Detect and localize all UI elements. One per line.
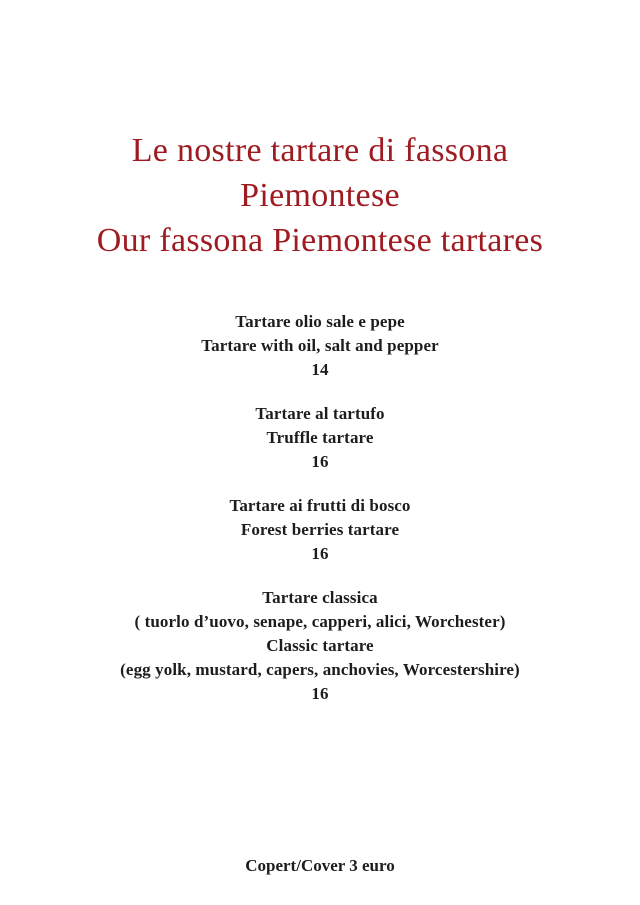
item-name-english: Truffle tartare <box>266 428 374 447</box>
item-ingredients-italian: ( tuorlo d’uovo, senape, capperi, alici, Worchester) <box>134 612 506 631</box>
item-ingredients-english: (egg yolk, mustard, capers, anchovies, Worcestershire) <box>120 660 520 679</box>
item-name-english: Classic tartare <box>266 636 374 655</box>
title-line-italian-1: Le nostre tartare di fassona <box>131 132 509 169</box>
menu-title <box>97 128 543 263</box>
menu-item-olio-sale-pepe <box>120 310 520 382</box>
item-price: 16 <box>311 452 329 471</box>
menu-items <box>120 310 520 706</box>
item-name-italian: Tartare olio sale e pepe <box>235 312 405 331</box>
title-line-english: Our fassona Piemontese tartares <box>96 222 544 259</box>
cover-charge-note: Copert/Cover 3 euro <box>245 856 395 875</box>
menu-item-tartufo <box>120 402 520 474</box>
item-name-english: Forest berries tartare <box>240 520 400 539</box>
title-line-italian-2: Piemontese <box>240 177 400 214</box>
item-price: 16 <box>311 684 329 703</box>
item-price: 16 <box>311 544 329 563</box>
item-name-italian: Tartare ai frutti di bosco <box>229 496 411 515</box>
item-name-italian: Tartare classica <box>262 588 378 607</box>
menu-item-classica <box>120 586 520 706</box>
menu-footer <box>245 854 395 878</box>
item-price: 14 <box>311 360 329 379</box>
item-name-english: Tartare with oil, salt and pepper <box>201 336 439 355</box>
menu-item-frutti-di-bosco <box>120 494 520 566</box>
item-name-italian: Tartare al tartufo <box>255 404 385 423</box>
